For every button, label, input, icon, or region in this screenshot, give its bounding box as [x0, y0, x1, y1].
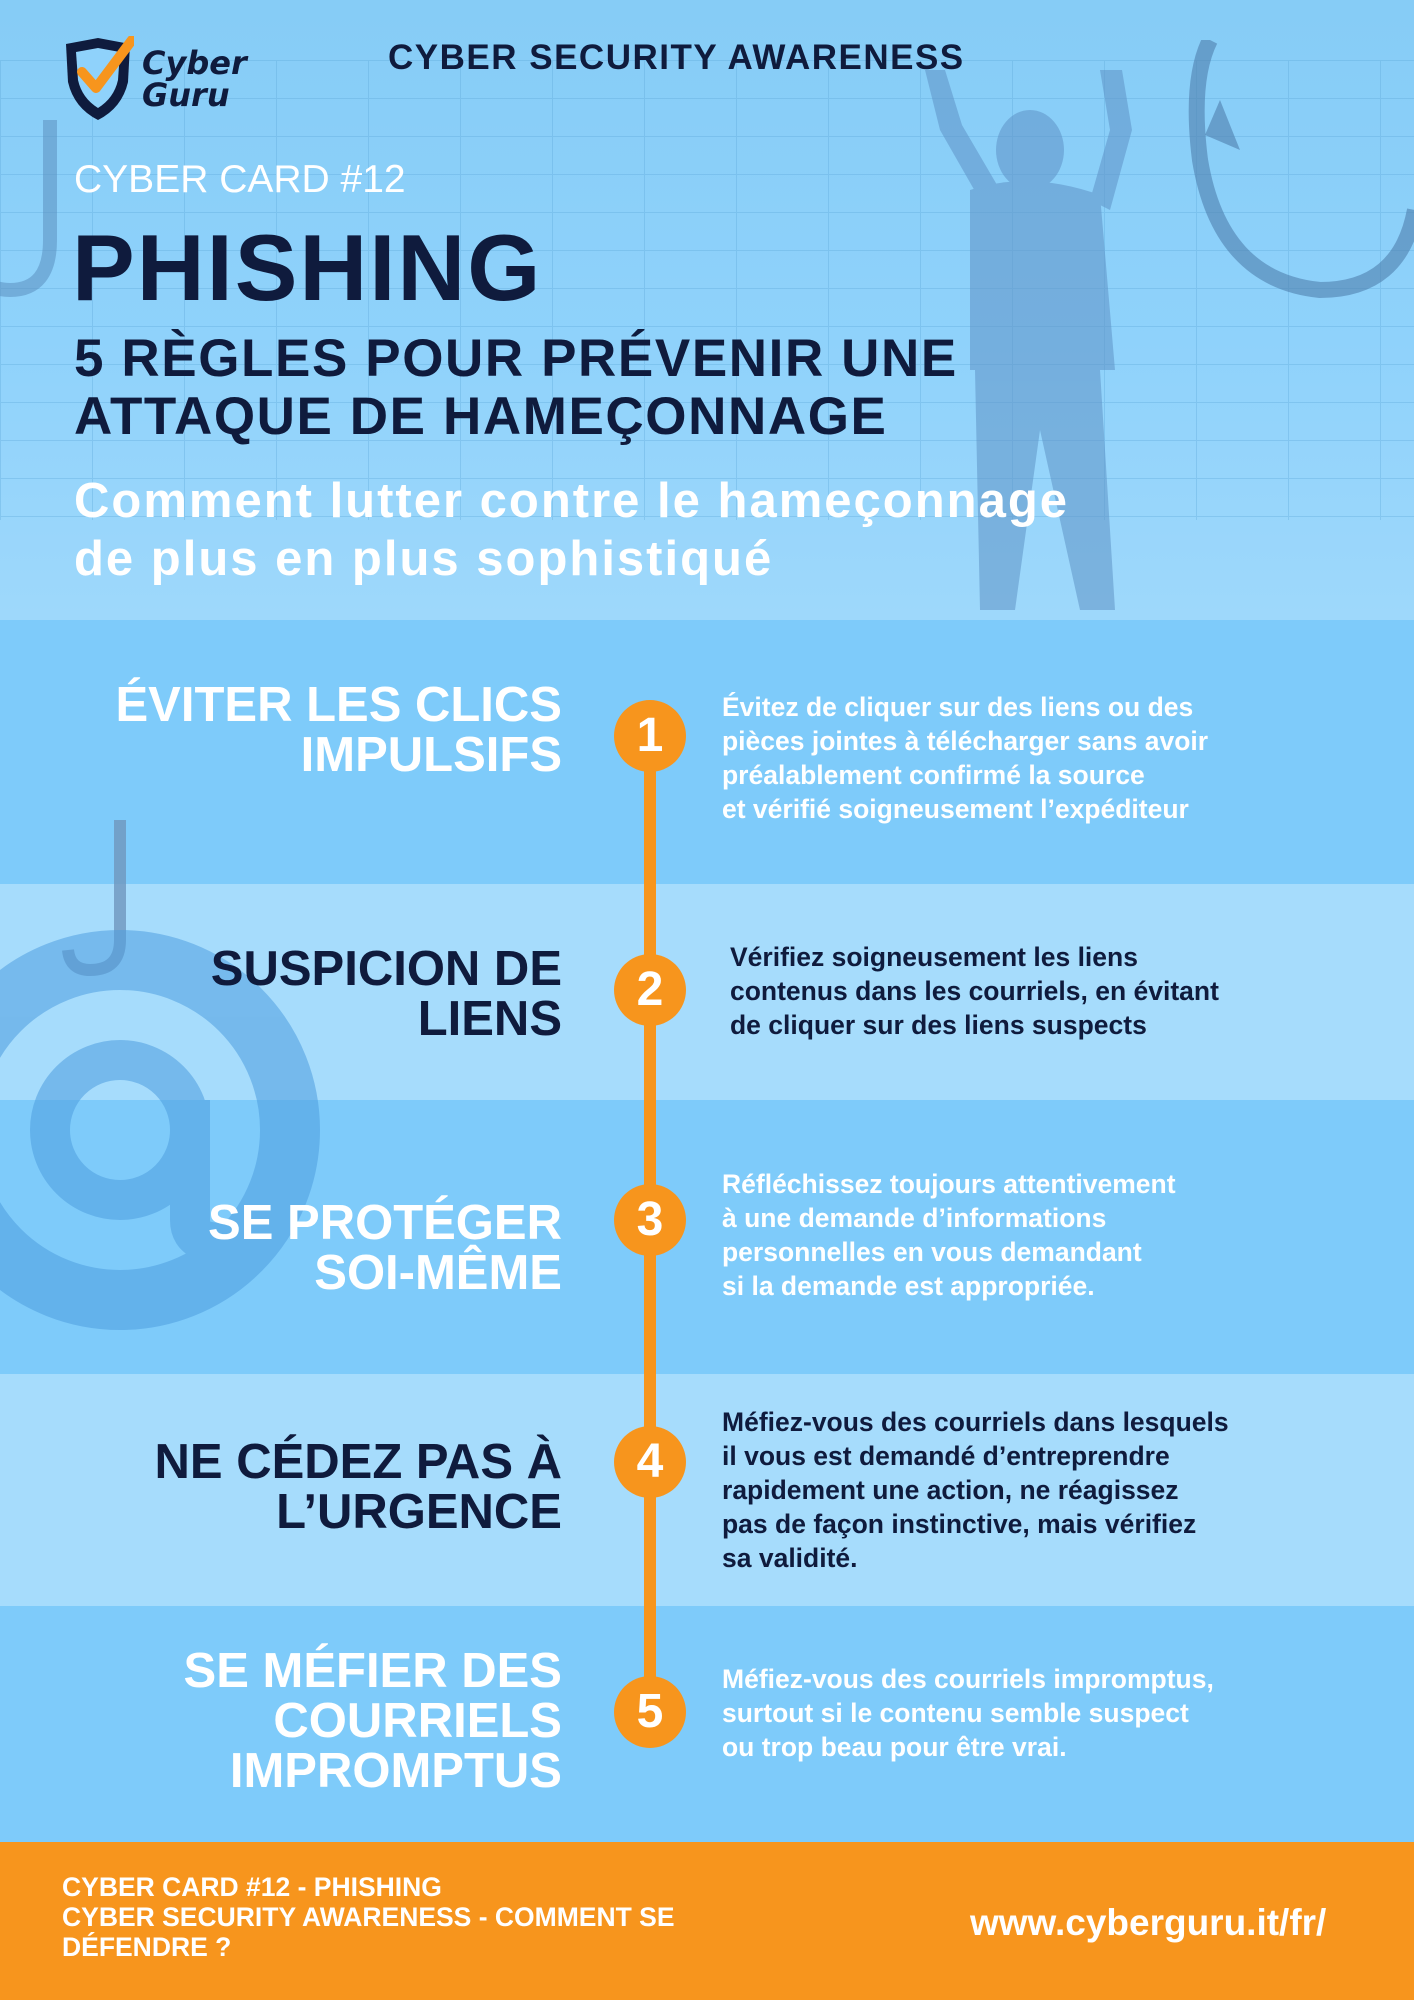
- awareness-heading: CYBER SECURITY AWARENESS: [388, 38, 965, 77]
- header-banner: [0, 0, 1414, 620]
- rule-2-title: SUSPICION DE LIENS: [210, 942, 562, 1046]
- logo-wordmark: [142, 44, 247, 114]
- rule-3-description: Réfléchissez toujours attentivement à une demande d’informations personnelles en vous demandant si la demande est appropriée.: [722, 1169, 1176, 1301]
- rule-3-number-badge: 3: [614, 1184, 686, 1256]
- page-subtitle: [74, 330, 958, 446]
- subtitle-line-2: ATTAQUE DE HAMEÇONNAGE: [74, 387, 888, 446]
- cyberguru-logo: [62, 36, 247, 122]
- page-title: PHISHING: [72, 215, 543, 320]
- subtitle-line-1: 5 RÈGLES POUR PRÉVENIR UNE: [74, 329, 958, 388]
- footer-line-3: DÉFENDRE ?: [62, 1932, 232, 1962]
- fish-hook-icon: [1180, 40, 1414, 340]
- tagline: [74, 472, 1069, 588]
- rule-5-number-badge: 5: [614, 1676, 686, 1748]
- footer-line-2: CYBER SECURITY AWARENESS - COMMENT SE: [62, 1902, 675, 1932]
- card-number: CYBER CARD #12: [74, 158, 406, 201]
- rule-1-number-badge: 1: [614, 700, 686, 772]
- rule-5-title: SE MÉFIER DES COURRIELS IMPROMPTUS: [183, 1644, 562, 1798]
- website-link[interactable]: www.cyberguru.it/fr/: [970, 1902, 1327, 1943]
- rule-4-number-badge: 4: [614, 1426, 686, 1498]
- rule-4-description: Méfiez-vous des courriels dans lesquels il vous est demandé d’entreprendre rapidement une action, ne réagissez pas de façon instinctive, mais vérifiez sa validité.: [722, 1407, 1229, 1573]
- rule-5-description: Méfiez-vous des courriels impromptus, surtout si le contenu semble suspect ou trop beau pour être vrai.: [722, 1664, 1214, 1762]
- footer: [0, 1842, 1414, 2000]
- shield-check-icon: [62, 36, 134, 122]
- rule-1-title: ÉVITER LES CLICS IMPULSIFS: [115, 678, 562, 782]
- rule-4-title: NE CÉDEZ PAS À L’URGENCE: [154, 1435, 562, 1539]
- rule-2-number-badge: 2: [614, 954, 686, 1026]
- rule-1-description: Évitez de cliquer sur des liens ou des pièces jointes à télécharger sans avoir préalablement confirmé la source et vérifié soigneusement l’expéditeur: [722, 692, 1209, 824]
- logo-line-2: Guru: [142, 76, 230, 114]
- rule-3-title: SE PROTÉGER SOI-MÊME: [208, 1196, 562, 1300]
- footer-caption: [62, 1872, 822, 1962]
- tagline-line-2: de plus en plus sophistiqué: [74, 532, 774, 586]
- footer-line-1: CYBER CARD #12 - PHISHING: [62, 1872, 442, 1902]
- email-at-icon: [0, 800, 320, 1400]
- rule-2-description: Vérifiez soigneusement les liens contenus dans les courriels, en évitant de cliquer sur des liens suspects: [730, 942, 1219, 1040]
- logo-line-1: Cyber: [142, 44, 247, 82]
- tagline-line-1: Comment lutter contre le hameçonnage: [74, 474, 1070, 528]
